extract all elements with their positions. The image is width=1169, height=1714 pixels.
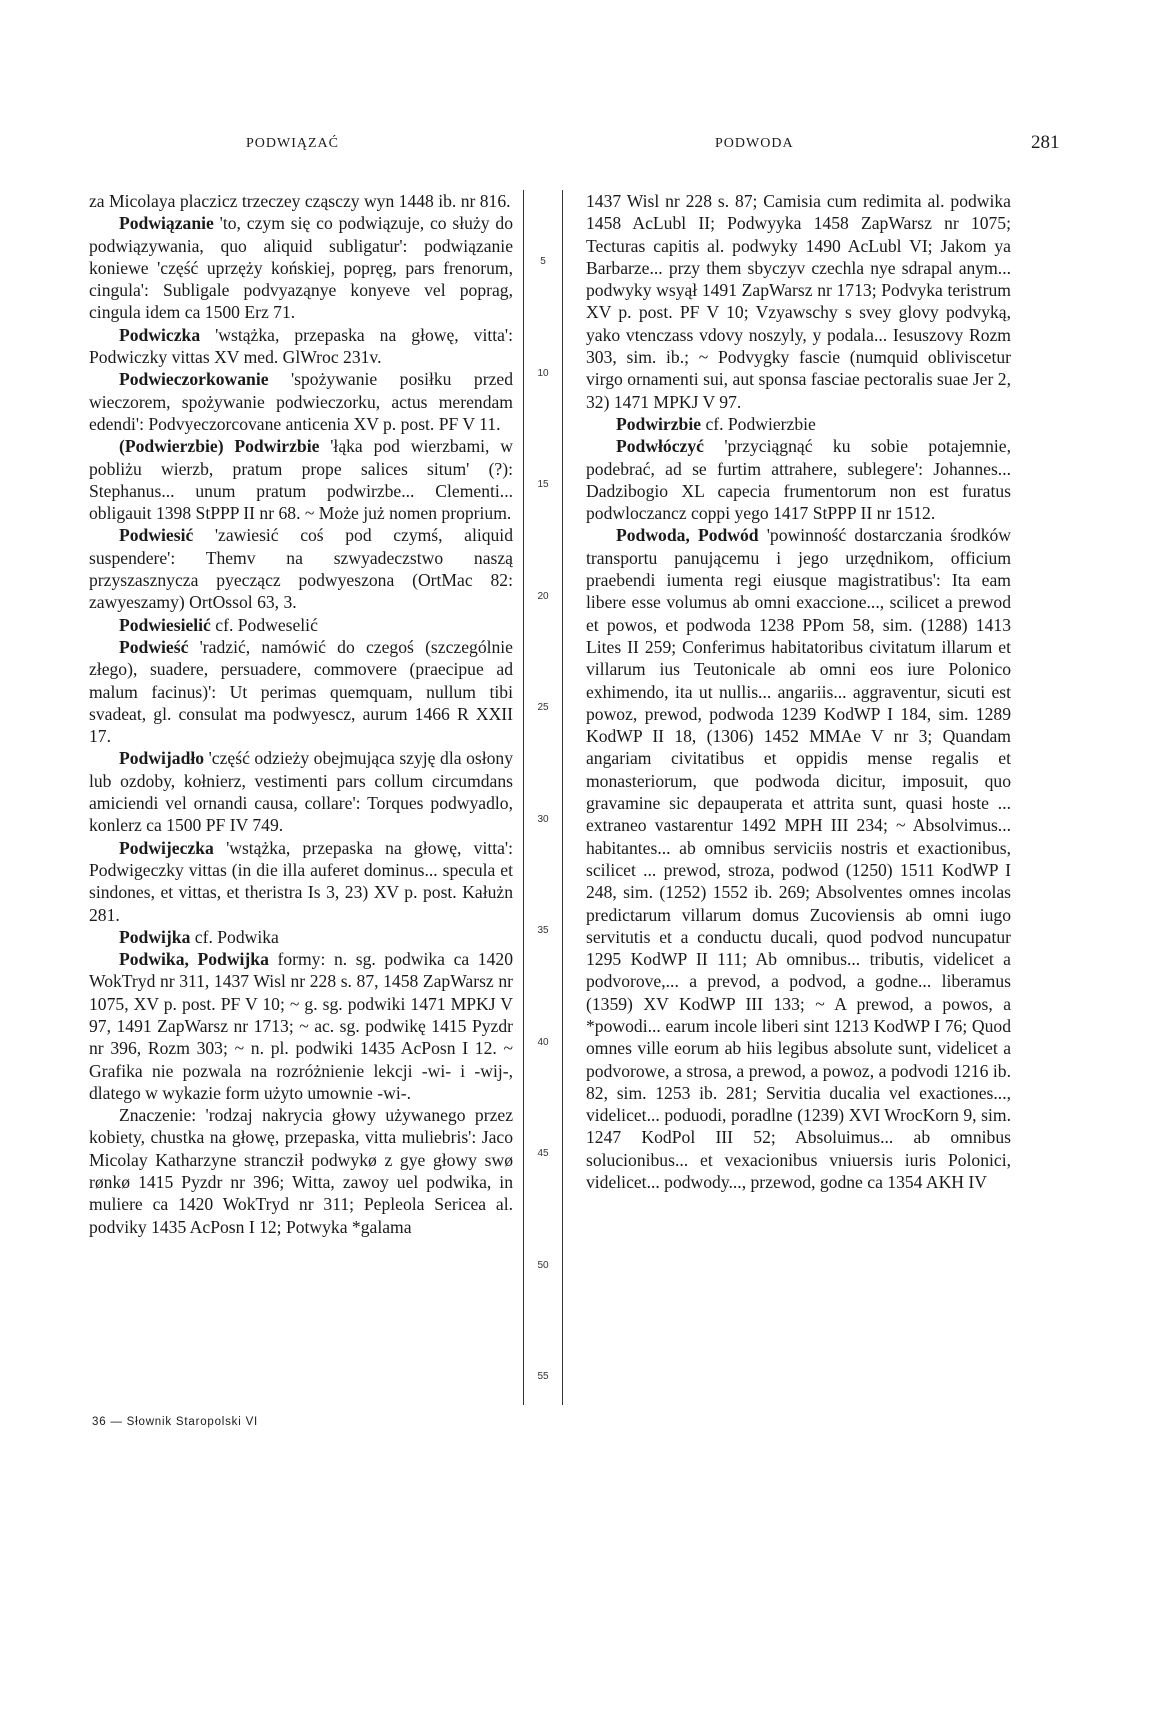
- line-number: 45: [537, 1148, 549, 1159]
- entry-text: 'powinność dostarczania środków transportu panującemu i jego urzędnikom, officium praebendi iumenta regi eiusque magistratibus': Ita eam libere esse volumus ab omni exaccione..., scilicet a prewod et powos, et podwoda 1238 PPom 58, sim. (1288) 1413 Lites II 259; Conferimus habitatoribus civitatum illarum et villarum ius Teutonicale ab omni eos iure Polonico exhimendo, ita ut nullis... angariis... aggraventur, sicuti est powoz, prewod, podwoda 1239 KodWP I 184, sim. 1289 KodWP II 18, (1306) 1452 MMAe V nr 3; Quandam angariam civitatibus et oppidis mense regalis et monasteriorum, que podwoda dicitur, imposuit, quo gravamine sic depauperata et attrita sunt, quasi hoste ... extraneo vastarentur 1492 MPH III 234; ~ Absolvimus... habitantes... ab omnibus serviciis nostris et exactionibus, scilicet ... prewod, stroza, podwod (1250) 1511 KodWP I 248, sim. (1252) 1552 ib. 269; Absolventes omnes incolas predictarum villarum domus Zucoviensis ab omni iugo servitutis et a conductu ducali, quod podvod nuncupatur 1295 KodWP II 111; Ab omnibus... tributis, videlicet a podvorove,... a prevod, a podvod, a godne... liberamus (1359) XV KodWP III 133; ~ A prewod, a powos, a *powodi... earum incole liberi sint 1213 KodWP I 76; Quod omnes ville eorum ab hiis legibus absolute sunt, videlicet a podvorowe, a strosa, a prewod, a powoz, a podvodi 1216 ib. 82, sim. 1253 ib. 281; Servitia ducalia vel exactiones..., videlicet... poduodi, poradlne (1239) XVI WrocKorn 9, sim. 1247 KodPol III 52; Absoluimus... ab omnibus solucionibus... et vexacionibus vniuersis iuris Polonici, videlicet... podwody..., przewod, godne ca 1354 AKH IV: [586, 525, 1011, 1193]
- line-number: 40: [537, 1037, 549, 1048]
- entry-text: 'zawiesić coś pod czymś, aliquid suspendere': Themv na szwyadeczstwo naszą przyszasznycza pyeczącz podwyeszona (OrtMac 82: zawyeszamy) OrtOssol 63, 3.: [89, 525, 513, 613]
- left-column: [89, 190, 513, 1410]
- entry-text: 'spożywanie posiłku przed wieczorem, spożywanie podwieczorku, actus merendam edendi': Podvyeczorcovane anticenia XV p. post. PF V 11.: [89, 369, 513, 434]
- footer-signature: 36 — Słownik Staropolski VI: [92, 1416, 259, 1428]
- entry-headword: Podwika, Podwijka: [119, 949, 269, 970]
- entry: [89, 837, 513, 926]
- entry-headword: Podwijka: [119, 926, 191, 947]
- entry: [89, 926, 513, 948]
- entry: [89, 212, 513, 323]
- entry-text: 'przyciągnąć ku sobie potajemnie, podebrać, ad se furtim attrahere, sublegere': Johannes... Dadzibogio XL capecia frumentorum non est furatus podwloczancz coppi yego 1417 StPPP II nr 1512.: [586, 436, 1011, 524]
- column-divider-right: [562, 190, 563, 1405]
- entry: [89, 324, 513, 369]
- entry: [89, 435, 513, 524]
- entry: [89, 614, 513, 636]
- line-number: 35: [537, 925, 549, 936]
- entry-text: 'radzić, namówić do czegoś (szczególnie złego), suadere, persuadere, commovere (praecipue ad malum facinus)': Ut perimas quemquam, nullum tibi svadeat, gl. consulat ma podwyescz, aurum 1466 R XXII 17.: [89, 636, 513, 747]
- entry-headword: Podwiązanie: [119, 213, 214, 234]
- entry-text: za Micolaya placzicz trzeczey cząsczy wyn 1448 ib. nr 816.: [89, 191, 511, 211]
- entry-headword: Podwiesielić: [119, 614, 211, 635]
- entry: [586, 190, 1011, 413]
- entry: [586, 524, 1011, 1193]
- entry-headword: Podwiesić: [119, 525, 194, 546]
- entry-headword: Podwijadło: [119, 748, 205, 769]
- entry-headword: Podwłóczyć: [616, 436, 704, 457]
- entry-headword: Podwirzbie: [616, 413, 702, 434]
- line-number: 5: [540, 256, 546, 267]
- entry-text: cf. Podwika: [194, 926, 279, 947]
- right-column: [586, 190, 1011, 1410]
- entry-headword: Podwijeczka: [119, 837, 214, 858]
- entry: [89, 368, 513, 435]
- entry-headword: (Podwierzbie) Podwirzbie: [119, 436, 320, 457]
- line-number: 10: [537, 368, 549, 379]
- entry-text: formy: n. sg. podwika ca 1420 WokTryd nr 311, 1437 Wisl nr 228 s. 87, 1458 ZapWarsz nr 1075, XV p. post. PF V 10; ~ g. sg. podwiki 1471 MPKJ V 97, 1491 ZapWarsz nr 1713; ~ ac. sg. podwikę 1415 Pyzdr nr 396, Rozm 303; ~ n. pl. podwiki 1435 AcPosn I 12. ~ Grafika nie pozwala na rozróżnienie lekcji -wi- i -wij-, dlatego w wykazie form użyto umownie -wi-.: [89, 949, 513, 1103]
- entry-text: 'część odzieży obejmująca szyję dla osłony lub ozdoby, kołnierz, vestimenti pars collum circumdans amiciendi vel ornandi causa, collare': Torques podwyadlo, konlerz ca 1500 PF IV 749.: [89, 748, 513, 836]
- entry-text: 'wstążka, przepaska na głowę, vitta': Podwiczky vittas XV med. GlWroc 231v.: [89, 324, 513, 368]
- entry-text: 'łąka pod wierzbami, w pobliżu wierzb, pratum prope salices situm' (?): Stephanus... unum pratum podwirzbe... Clementi... obligauit 1398 StPPP II nr 68. ~ Może już nomen proprium.: [89, 436, 513, 524]
- entry: [89, 524, 513, 613]
- line-number-gutter: [529, 190, 557, 1410]
- entry-text: cf. Podweselić: [215, 614, 318, 635]
- entry: [586, 435, 1011, 524]
- line-number: 15: [537, 479, 549, 490]
- line-number: 30: [537, 814, 549, 825]
- entry: [586, 413, 1011, 435]
- line-number: 50: [537, 1260, 549, 1271]
- column-divider-left: [523, 190, 524, 1405]
- entry-text: 'to, czym się co podwiązuje, co służy do podwiązywania, quo aliquid subligatur': podwiązanie koniewe 'część uprzęży końskiej, popręg, pars frenorum, cingula': Subligale podvyaząnye konyeve vel poprag, cingula idem ca 1500 Erz 71.: [89, 213, 513, 323]
- running-head-left: PODWIĄZAĆ: [246, 136, 339, 151]
- entry: [89, 190, 513, 212]
- entry-headword: Podwoda, Podwód: [616, 525, 759, 546]
- entry-headword: Podwieść: [119, 636, 189, 657]
- line-number: 25: [537, 702, 549, 713]
- entry: [89, 747, 513, 836]
- page-number: 281: [1031, 132, 1060, 153]
- line-number: 55: [537, 1371, 549, 1382]
- line-number: 20: [537, 591, 549, 602]
- entry-text: 'wstążka, przepaska na głowę, vitta': Podwigeczky vittas (in die illa auferet dominus... specula et sindones, et vittas, et theristra Is 3, 23) XV p. post. Kałużn 281.: [89, 837, 513, 925]
- running-head-right: PODWODA: [715, 136, 794, 151]
- entry-headword: Podwiczka: [119, 324, 201, 345]
- entry-text: 1437 Wisl nr 228 s. 87; Camisia cum redimita al. podwika 1458 AcLubl II; Podwyyka 1458 ZapWarsz nr 1075; Tecturas capitis al. podwyky 1490 AcLubl VI; Jakom ya Barbarze... przy them sbyczyv czechla nye sdrapal anym... podwyky wsyął 1491 ZapWarsz nr 1713; Podvyka teristrum XV p. post. PF V 10; Vzyawschy s svey glovy podvyką, yako vtenczass vdovy noszyly, y podala... Iesuszovy Rozm 303, sim. ib.; ~ Podvygky fascie (numquid obliviscetur virgo ornamenti sui, aut sponsa fasciae pectoralis suae Jer 2, 32) 1471 MPKJ V 97.: [586, 191, 1011, 412]
- entry-headword: Podwieczorkowanie: [119, 369, 269, 390]
- entry-text: Znaczenie: 'rodzaj nakrycia głowy używanego przez kobiety, chustka na głowę, przepaska, vitta muliebris': Jaco Micolay Katharzyne strancził podwykø z gye głowy swø rønkø 1415 Pyzdr nr 396; Witta, zawoy uel podwika, in muliere ca 1420 WokTryd nr 311; Pepleola Sericea al. podviky 1435 AcPosn I 12; Potwyka *galama: [89, 1105, 513, 1237]
- entry: [89, 1104, 513, 1238]
- entry-text: cf. Podwierzbie: [705, 413, 816, 434]
- entry: [89, 948, 513, 1104]
- entry: [89, 636, 513, 747]
